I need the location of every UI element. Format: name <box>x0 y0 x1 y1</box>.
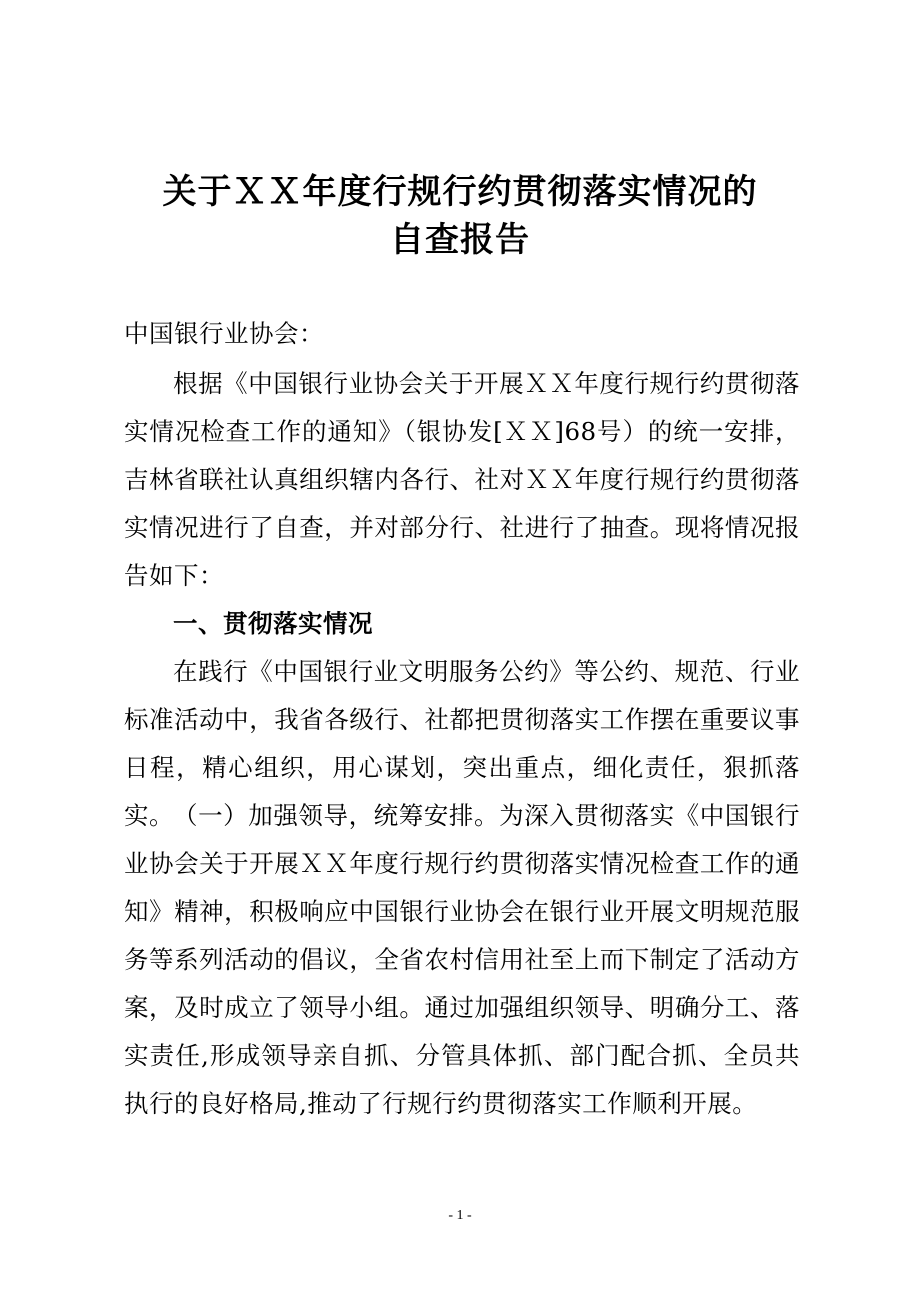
paragraph-intro: 根据《中国银行业协会关于开展ＸＸ年度行规行约贯彻落实情况检查工作的通知》（银协发[ＸＸ]68号）的统一安排，吉林省联社认真组织辖内各行、社对ＸＸ年度行规行约贯彻落实情况进行了自查，并对部分行、社进行了抽查。现将情况报告如下： <box>124 369 800 590</box>
paragraph-section-1: 在践行《中国银行业文明服务公约》等公约、规范、行业标准活动中，我省各级行、社都把贯彻落实工作摆在重要议事日程，精心组织，用心谋划，突出重点，细化责任，狠抓落实。 <box>124 657 800 830</box>
document-title-line-2: 自查报告 <box>390 220 530 260</box>
paragraph-subsection-1: （一）加强领导，统筹安排。为深入贯彻落实《中国银行业协会关于开展ＸＸ年度行规行约贯彻落实情况检查工作的通知》精神，积极响应中国银行业协会在银行业开展文明规范服务等系列活动的倡议，全省农村信用社至上而下制定了活动方案，及时成立了领导小组。通过加强组织领导、明确分工、落实责任,形成领导亲自抓、分管具体抓、部门配合抓、全员共执行的良好格局,推动了行规行约贯彻落实工作顺利开展。 <box>124 801 800 1118</box>
document-title-line-1: 关于ＸＸ年度行规行约贯彻落实情况的 <box>162 172 758 212</box>
salutation: 中国银行业协会： <box>124 319 324 348</box>
page-number: - 1 - <box>448 1208 472 1223</box>
section-heading-1: 一、贯彻落实情况 <box>173 609 373 638</box>
